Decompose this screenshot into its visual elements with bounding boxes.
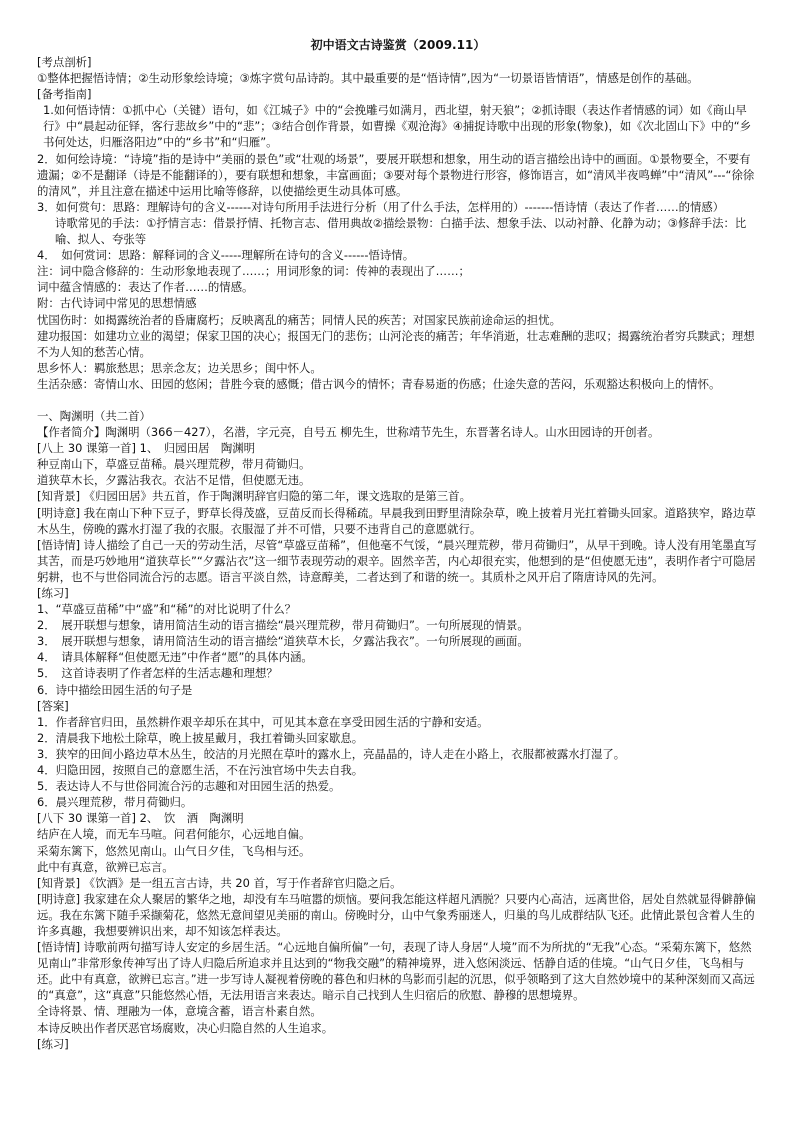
exercise-item: 2． 展开联想与想象，请用简洁生动的语言描绘“晨兴理荒秽，带月荷锄归”。一句所展现的情景。 [37,618,529,633]
answer-item: 3．狭窄的田间小路边草木丛生，皎洁的月光照在草叶的露水上，亮晶晶的，诗人走在小路上，衣服都被露水打湿了。 [37,746,626,761]
poem-line: 采菊东篱下，悠然见南山。山气日夕佳，飞鸟相与还。 [37,843,311,858]
paragraph: [悟诗情] 诗歌前两句描写诗人安定的乡居生活。“心远地自偏所偏”一句，表现了诗人身居“人境”而不为所扰的“无我”心态。“采菊东篱下，悠然见南山”非常形象传神写出了诗人归隐后所追求并且达到的“物我交融”的精神境界，进入悠闲淡远、恬静自适的佳境。“山气日夕佳，飞鸟相与还。此中有真意，欲辨已忘言。”进一步写诗人凝视着傍晚的暮色和归林的鸟影而引起的沉思，似乎领略到了这大自然妙境中的某种深刻而又高远的“真意”，这“真意”只能悠然心悟，无法用语言来表达。暗示自己找到人生归宿后的欣慰、静穆的思想境界。 [37,940,755,1003]
paragraph: [明诗意] 我在南山下种下豆子，野草长得茂盛，豆苗反而长得稀疏。早晨我到田野里清除杂草，晚上披着月光扛着锄头回家。道路狭窄，路边草木丛生，傍晚的露水打湿了我的衣服。衣服湿了并不可惜，只要不违背自己的意愿就行。 [37,505,756,536]
document-title: 初中语文古诗鉴赏（2009.11） [310,38,486,52]
answer-item: 2．清晨我下地松土除草，晚上披星戴月，我扛着锄头回家歇息。 [37,730,364,745]
exercise-item: 3． 展开联想与想象，请用简洁生动的语言描绘“道狭草木长，夕露沾我衣”。一句所展现的画面。 [37,634,529,649]
document-page [37,37,759,1052]
section-label: [练习] [37,1036,69,1051]
poem-line: 此中有真意，欲辨已忘言。 [37,859,174,874]
answer-item: 6．晨兴理荒秽，带月荷锄归。 [37,795,193,810]
paragraph: 词中蕴含情感的：表达了作者……的情感。 [37,280,254,295]
answer-item: 5．表达诗人不与世俗同流合污的志趣和对田园生活的热爱。 [37,779,341,794]
paragraph: ①整体把握悟诗情；②生动形象绘诗境；③炼字赏句品诗韵。其中最重要的是“悟诗情”,因为“一切景语皆情语”，情感是创作的基础。 [37,71,699,86]
paragraph: 本诗反映出作者厌恶官场腐败，决心归隐自然的人生追求。 [37,1020,334,1035]
paragraph: 忧国伤时：如揭露统治者的昏庸腐朽；反映离乱的痛苦；同情人民的疾苦；对国家民族前途命运的担忧。 [37,312,561,327]
paragraph: 2．如何绘诗境：“诗境”指的是诗中“美丽的景色”或“壮观的场景”，要展开联想和想象，用生动的语言描绘出诗中的画面。①景物要全，不要有遗漏；②不是翻译（诗是不能翻译的），要有联想和想象，丰富画面；③要对每个景物进行形容，修饰语言，如“清风半夜鸣蝉”中“清风”---“徐徐的清风”，并且注意在描述中运用比喻等修辞，以使描绘更生动具体可感。 [37,151,755,198]
paragraph: [悟诗情] 诗人描绘了自己一天的劳动生活，尽管“草盛豆苗稀”，但他毫不气馁，“晨兴理荒秽，带月荷锄归”，从早干到晚。诗人没有用笔墨直写其苦，而是巧妙地用“道狭草长”“夕露沾衣”这一细节表现劳动的艰辛。固然辛苦，内心却很充实，他想到的是“但使愿无违”，表明作者宁可隐居躬耕，也不与世俗同流合污的志愿。语言平淡自然，诗意醇美，二者达到了和谐的统一。其质朴之风开启了隋唐诗风的先河。 [37,537,757,584]
poem-heading: [八上 30 课第一首] 1、 归园田居 陶渊明 [37,441,256,456]
exercise-item: 1、“草盛豆苗稀”中“盛”和“稀”的对比说明了什么？ [37,602,297,617]
paragraph: 3．如何赏句：思路：理解诗句的含义------对诗句所用手法进行分析（用了什么手法，怎样用的）-------悟诗情（表达了作者……的情感） [37,199,725,214]
paragraph: 建功报国：如建功立业的渴望；保家卫国的决心；报国无门的悲伤；山河沦丧的痛苦；年华消逝，壮志难酬的悲叹；揭露统治者穷兵黩武；理想不为人知的愁苦心情。 [37,328,755,359]
paragraph: 思乡怀人：羁旅愁思；思亲念友；边关思乡；闺中怀人。 [37,360,322,375]
section-label: [考点剖析] [37,55,92,69]
paragraph: 诗歌常见的手法：①抒情言志：借景抒情、托物言志、借用典故②描绘景物：白描手法、想象手法、以动衬静、化静为动；③修辞手法：比喻、拟人、夸张等 [55,215,747,247]
paragraph: 附：古代诗词中常见的思想情感 [37,296,197,311]
paragraph: 全诗将景、情、理融为一体，意境含蓄，语言朴素自然。 [37,1004,322,1019]
exercise-item: 5． 这首诗表明了作者怎样的生活志趣和理想？ [37,666,278,681]
section-label: [答案] [37,698,69,713]
section-label: [练习] [37,586,69,600]
poem-line: 道狭草木长，夕露沾我衣。衣沾不足惜，但使愿无违。 [37,473,311,488]
poem-line: 种豆南山下，草盛豆苗稀。晨兴理荒秽，带月荷锄归。 [37,457,311,472]
spacer [37,392,759,408]
exercise-item: 6．诗中描绘田园生活的句子是 [37,682,193,697]
paragraph: 生活杂感：寄情山水、田园的悠闲；昔胜今衰的感慨；借古讽今的情怀；青春易逝的伤感；仕途失意的苦闷，乐观豁达积极向上的情怀。 [37,376,721,391]
paragraph: [知背景] 《饮酒》是一组五言古诗，共 20 首，写于作者辞官归隐之后。 [37,875,402,890]
poem-line: 结庐在人境，而无车马喧。问君何能尔，心远地自偏。 [37,827,311,842]
paragraph: [知背景] 《归园田居》共五首，作于陶渊明辞官归隐的第二年，课文选取的是第三首。 [37,489,471,504]
paragraph: [明诗意] 我家建在众人聚居的繁华之地，却没有车马喧嚣的烦恼。要问我怎能这样超凡洒脱？只要内心高洁，远离世俗，居处自然就显得僻静偏远。我在东篱下随手采撷菊花，悠然无意间望见美丽的南山。傍晚时分，山中气象秀丽迷人，归巢的鸟儿成群结队飞还。此情此景包含着人生的许多真趣，我想要辨识出来，却不知该怎样表达。 [37,891,756,938]
section-label: [备考指南] [37,87,92,102]
paragraph: 1.如何悟诗情：①抓中心（关键）语句，如《江城子》中的“会挽雕弓如满月，西北望，射天狼”；②抓诗眼（表达作者情感的词）如《商山早行》中“晨起动征铎，客行悲故乡”中的“悲”；③结合创作背景，如曹操《观沧海》④捕捉诗歌中出现的形象(物象)，如《次北固山下》中的“乡书何处达，归雁洛阳边”中的“乡书”和“归雁”。 [43,103,752,150]
answer-item: 4．归隐田园，按照自己的意愿生活，不在污浊官场中失去自我。 [37,763,364,778]
paragraph: 【作者简介】陶渊明（366－427），名潜，字元亮，自号五 柳先生，世称靖节先生，东晋著名诗人。山水田园诗的开创者。 [37,425,660,440]
section-heading: 一、陶渊明（共二首） [37,408,151,423]
paragraph: 4． 如何赏词：思路：解释词的含义-----理解所在诗句的含义------悟诗情。 [37,248,415,263]
poem-heading: [八下 30 课第一首] 2、 饮 酒 陶渊明 [37,811,244,826]
paragraph: 注：词中隐含修辞的：生动形象地表现了……；用词形象的词：传神的表现出了……； [37,264,470,279]
answer-item: 1．作者辞官归田，虽然耕作艰辛却乐在其中，可见其本意在享受田园生活的宁静和安适。 [37,714,489,729]
exercise-item: 4． 请具体解释“但使愿无违”中作者“愿”的具体内涵。 [37,650,313,665]
